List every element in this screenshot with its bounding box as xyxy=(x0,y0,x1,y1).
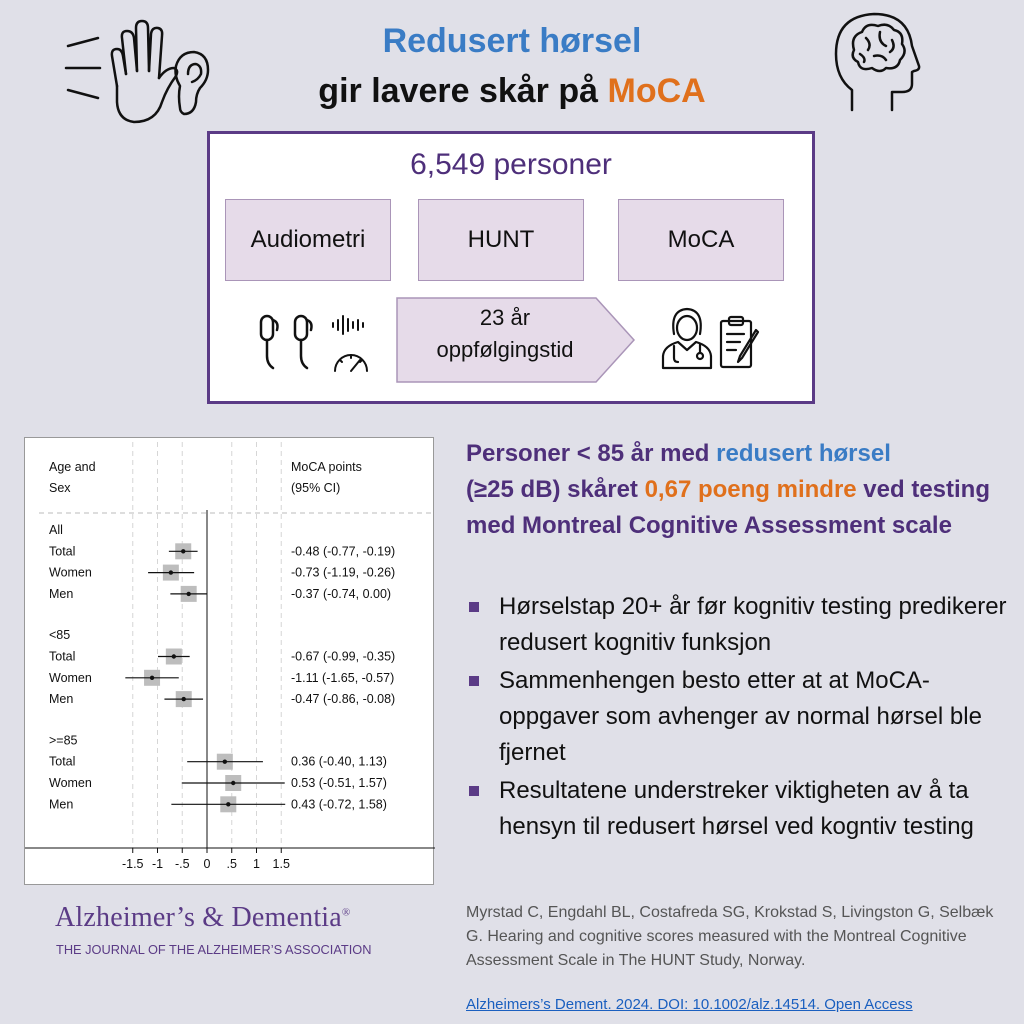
finding-part1: Personer < 85 år med xyxy=(466,440,717,467)
citation-text: Myrstad C, Engdahl BL, Costafreda SG, Krokstad S, Livingston G, Selbæk G. Hearing and cognitive scores measured with the Montreal Cognitive Assessment Scale in The HUNT Study, Norway. xyxy=(466,904,994,969)
registered-mark: ® xyxy=(341,906,351,919)
row-label: Women xyxy=(49,670,92,685)
ci-text: -0.73 (-1.19, -0.26) xyxy=(291,565,396,580)
followup-text xyxy=(400,302,610,366)
bullet-list xyxy=(466,589,1011,847)
bullet-text: Hørselstap 20+ år før kognitiv testing predikerer redusert kognitiv funksjon xyxy=(499,593,1007,656)
list-item xyxy=(466,773,1011,845)
doi-link[interactable]: Alzheimers’s Dement. 2024. DOI: 10.1002/alz.14514. Open Access xyxy=(466,996,913,1013)
earphones-icon xyxy=(255,312,325,372)
subtitle-highlight: MoCA xyxy=(607,72,706,110)
ci-text: 0.43 (-0.72, 1.58) xyxy=(291,797,387,812)
key-finding xyxy=(466,436,1006,544)
cell-audiometri: Audiometri xyxy=(225,199,391,281)
estimate-point xyxy=(182,697,186,701)
row-label: Total xyxy=(49,754,76,769)
ci-text: 0.53 (-0.51, 1.57) xyxy=(291,776,387,790)
x-tick-label: -.5 xyxy=(174,857,190,871)
x-tick-label: -1.5 xyxy=(121,857,144,871)
row-label: Women xyxy=(49,565,92,580)
ci-text: -0.67 (-0.99, -0.35) xyxy=(291,649,396,664)
row-label: Total xyxy=(49,649,76,664)
row-label: Men xyxy=(49,797,74,812)
followup-label: oppfølgingstid xyxy=(436,337,574,362)
header-right-line1: MoCA points xyxy=(291,460,362,474)
x-tick-label: .5 xyxy=(226,857,237,871)
row-label: Men xyxy=(49,692,74,707)
journal-logo xyxy=(55,902,350,934)
forest-plot-svg xyxy=(25,438,435,886)
group-label: >=85 xyxy=(49,733,78,748)
row-label: Total xyxy=(49,544,76,559)
x-tick-label: -1 xyxy=(151,857,164,871)
estimate-point xyxy=(226,802,230,806)
gauge-icon xyxy=(332,346,370,374)
followup-years: 23 år xyxy=(479,305,531,330)
finding-part5: ved testing med Montreal Cognitive Assessment scale xyxy=(466,476,990,539)
cell-hunt: HUNT xyxy=(418,199,584,281)
study-overview-box xyxy=(207,131,815,404)
group-label: <85 xyxy=(49,628,71,643)
ci-text: -0.48 (-0.77, -0.19) xyxy=(291,544,396,559)
sound-wave-icon xyxy=(330,314,370,336)
subtitle-prefix: gir lavere skår på xyxy=(318,72,599,110)
estimate-point xyxy=(231,781,235,785)
forest-plot xyxy=(24,437,434,885)
ci-text: 0.36 (-0.40, 1.13) xyxy=(291,754,387,769)
header-left-line2: Sex xyxy=(49,481,71,495)
row-label: Men xyxy=(49,586,74,601)
subtitle xyxy=(0,72,1024,111)
finding-highlight-hearing: redusert hørsel xyxy=(716,440,891,467)
journal-subtitle: THE JOURNAL OF THE ALZHEIMER’S ASSOCIATION xyxy=(56,942,372,957)
ci-text: -0.37 (-0.74, 0.00) xyxy=(291,586,392,601)
estimate-point xyxy=(181,549,185,553)
doctor-icon xyxy=(660,306,714,370)
bullet-text: Resultatene understreker viktigheten av å ta hensyn til redusert hørsel ved kogntiv testing xyxy=(499,777,974,840)
bullet-marker xyxy=(469,786,479,796)
journal-name: Alzheimer’s & Dementia xyxy=(55,902,342,933)
estimate-point xyxy=(150,676,154,680)
list-item xyxy=(466,589,1011,661)
clipboard-icon xyxy=(718,314,762,370)
estimate-point xyxy=(172,654,176,658)
x-tick-label: 0 xyxy=(203,857,211,871)
x-tick-label: 1.5 xyxy=(272,857,290,871)
bullet-text: Sammenhengen besto etter at at MoCA-oppgaver som avhenger av normal hørsel ble fjernet xyxy=(499,667,982,766)
group-label: All xyxy=(49,523,63,537)
main-title: Redusert hørsel xyxy=(382,22,642,60)
estimate-point xyxy=(169,570,173,574)
cell-moca: MoCA xyxy=(618,199,784,281)
x-tick-label: 1 xyxy=(253,857,260,871)
ci-text: -1.11 (-1.65, -0.57) xyxy=(291,670,395,685)
finding-part3: (≥25 dB) skåret xyxy=(466,476,645,503)
finding-highlight-points: 0,67 poeng mindre xyxy=(644,476,857,503)
bullet-marker xyxy=(469,676,479,686)
estimate-point xyxy=(186,592,190,596)
participant-count: 6,549 personer xyxy=(410,148,612,181)
ci-text: -0.47 (-0.86, -0.08) xyxy=(291,692,396,707)
bullet-marker xyxy=(469,602,479,612)
header-left-line1: Age and xyxy=(49,460,96,474)
header-right-line2: (95% CI) xyxy=(291,481,341,495)
estimate-point xyxy=(223,760,227,764)
row-label: Women xyxy=(49,776,92,790)
list-item xyxy=(466,663,1011,771)
